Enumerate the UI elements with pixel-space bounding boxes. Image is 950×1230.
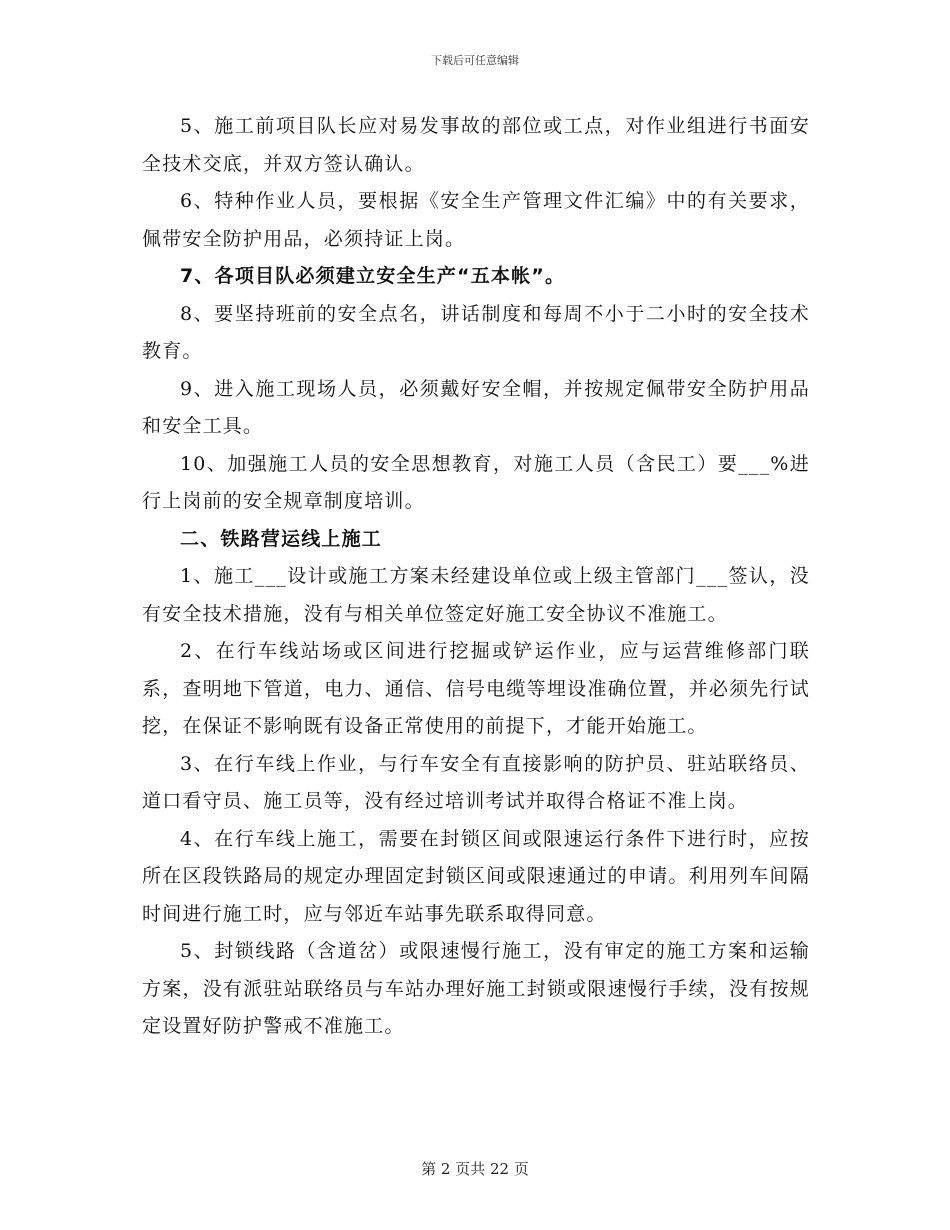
paragraph: 1、施工___设计或施工方案未经建设单位或上级主管部门___签认，没有安全技术措施，没有与相关单位签定好施工安全协议不准施工。	[142, 565, 810, 625]
page-footer: 第 2 页共 22 页	[421, 1160, 529, 1178]
document-body	[142, 108, 810, 1046]
paragraph: 9、进入施工现场人员，必须戴好安全帽，并按规定佩带安全防护用品和安全工具。	[142, 377, 810, 437]
paragraph: 4、在行车线上施工，需要在封锁区间或限速运行条件下进行时，应按所在区段铁路局的规定办理固定封锁区间或限速通过的申请。利用列车间隔时间进行施工时，应与邻近车站事先联系取得同意。	[142, 827, 810, 925]
paragraph: 3、在行车线上作业，与行车安全有直接影响的防护员、驻站联络员、道口看守员、施工员等，没有经过培训考试并取得合格证不准上岗。	[142, 752, 810, 812]
paragraph: 2、在行车线站场或区间进行挖掘或铲运作业，应与运营维修部门联系，查明地下管道，电力、通信、信号电缆等埋设准确位置，并必须先行试挖，在保证不影响既有设备正常使用的前提下，才能开始施工。	[142, 640, 810, 737]
paragraph: 10、加强施工人员的安全思想教育，对施工人员（含民工）要___%进行上岗前的安全规章制度培训。	[142, 452, 810, 512]
page-header: 下载后可任意编辑	[431, 54, 519, 67]
section-heading: 二、铁路营运线上施工	[180, 527, 383, 550]
paragraph: 5、封锁线路（含道岔）或限速慢行施工，没有审定的施工方案和运输方案，没有派驻站联络员与车站办理好施工封锁或限速慢行手续，没有按规定设置好防护警戒不准施工。	[142, 940, 810, 1037]
section-heading: 7、各项目队必须建立安全生产“五本帐”。	[180, 265, 566, 287]
paragraph: 8、要坚持班前的安全点名，讲话制度和每周不小于二小时的安全技术教育。	[142, 302, 810, 362]
paragraph: 5、施工前项目队长应对易发事故的部位或工点，对作业组进行书面安全技术交底，并双方签认确认。	[142, 115, 810, 175]
paragraph: 6、特种作业人员，要根据《安全生产管理文件汇编》中的有关要求，佩带安全防护用品，必须持证上岗。	[142, 190, 810, 250]
